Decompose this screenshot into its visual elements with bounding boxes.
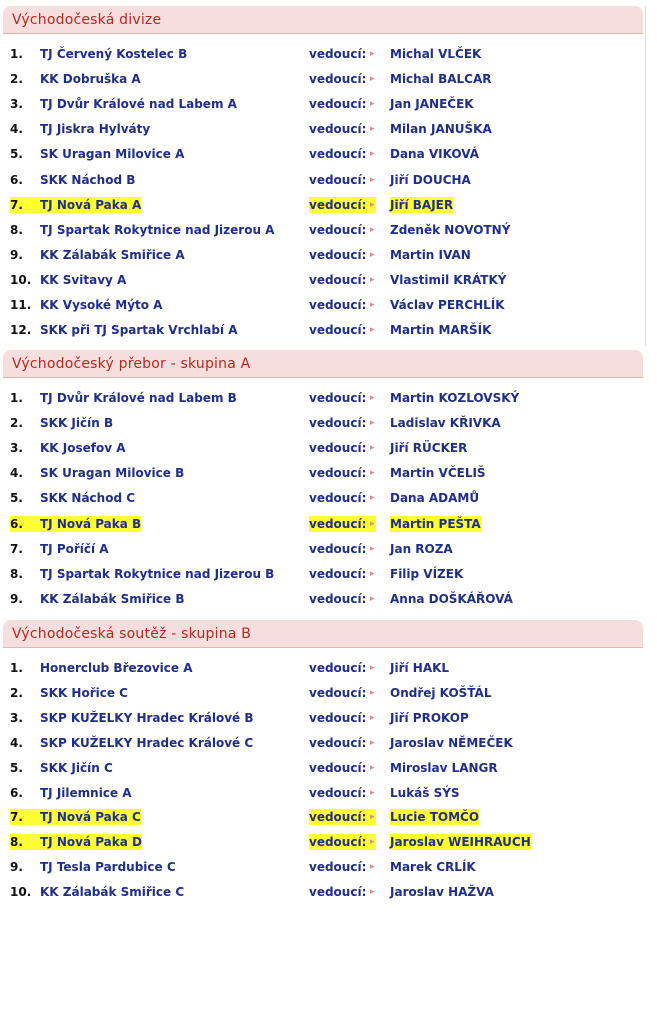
section-prebor-skupina-a [3, 350, 643, 606]
table-row [3, 516, 643, 532]
arrow-icon: ▸ [370, 712, 375, 723]
section-title: Východočeský přebor - skupina A [3, 350, 643, 378]
leader-label: vedoucí: [309, 710, 367, 725]
row-number: 3. [10, 97, 23, 112]
row-number: 3. [10, 710, 23, 725]
team-name: KK Josefov A [40, 441, 126, 456]
team-name: TJ Dvůr Králové nad Labem A [40, 97, 237, 112]
row-number: 9. [10, 860, 23, 875]
team-name: SK Uragan Milovice A [40, 147, 185, 162]
team-name: SKP KUŽELKY Hradec Králové B [40, 710, 254, 725]
arrow-icon: ▸ [370, 687, 375, 698]
team-name: SKK Náchod C [40, 491, 136, 506]
leader-label: vedoucí: [309, 566, 367, 581]
leader-name: Martin PEŠTA [390, 516, 481, 531]
table-row [3, 710, 643, 726]
leader-name: Jiří DOUCHA [390, 172, 471, 187]
row-number: 6. [10, 516, 49, 532]
table-row [3, 197, 643, 213]
arrow-icon: ▸ [370, 300, 375, 310]
team-name: TJ Spartak Rokytnice nad Jizerou A [40, 222, 275, 237]
leader-label: vedoucí: [309, 47, 367, 61]
table-row [3, 415, 643, 431]
table-row [3, 172, 643, 188]
row-number: 7. [10, 541, 23, 556]
arrow-icon: ▸ [370, 837, 375, 848]
arrow-icon: ▸ [370, 199, 375, 210]
leader-name: Ondřej KOŠŤÁL [390, 685, 492, 700]
table-row [3, 146, 643, 162]
leader-label: vedoucí: [309, 122, 367, 137]
leader-name: Jiří PROKOP [390, 710, 469, 725]
team-name: SKK Jičín B [40, 416, 114, 431]
arrow-icon: ▸ [370, 49, 375, 59]
arrow-icon: ▸ [370, 568, 375, 579]
leader-label: vedoucí: [309, 272, 367, 287]
leader-label: vedoucí: [309, 97, 367, 112]
leader-name: Vlastimil KRÁTKÝ [390, 272, 507, 287]
section-vychodoceska-divize [3, 6, 643, 338]
table-row [3, 566, 643, 582]
team-name: KK Svitavy A [40, 272, 127, 287]
leader-label: vedoucí: [309, 391, 367, 405]
row-number: 9. [10, 247, 23, 262]
leader-name: Jaroslav NĚMEČEK [390, 735, 513, 750]
team-name: TJ Nová Paka D [40, 835, 142, 850]
row-number: 8. [10, 222, 23, 237]
row-number: 10. [10, 885, 32, 900]
arrow-icon: ▸ [370, 663, 375, 673]
team-name: SKK Náchod B [40, 172, 136, 187]
section-border [645, 6, 646, 346]
leader-name: Filip VÍZEK [390, 566, 464, 581]
team-name: TJ Nová Paka C [40, 810, 141, 825]
table-row [3, 71, 643, 87]
table-row [3, 272, 643, 288]
row-number: 11. [10, 298, 32, 312]
table-row [3, 591, 643, 607]
team-name: KK Zálabák Smiřice B [40, 591, 185, 606]
table-row [3, 760, 643, 776]
team-name: SK Uragan Milovice B [40, 466, 185, 481]
leader-name: Jiří HAKL [390, 661, 450, 675]
table-row [3, 465, 643, 481]
row-number: 4. [10, 466, 23, 481]
team-name: Honerclub Březovice A [40, 661, 193, 675]
leader-label: vedoucí: [309, 735, 367, 750]
leader-label: vedoucí: [309, 834, 376, 850]
table-row [3, 121, 643, 137]
row-number: 2. [10, 416, 23, 431]
leader-label: vedoucí: [309, 760, 367, 775]
leader-label: vedoucí: [309, 466, 367, 481]
leader-label: vedoucí: [309, 541, 367, 556]
leader-label: vedoucí: [309, 72, 367, 87]
table-row [3, 46, 643, 62]
arrow-icon: ▸ [370, 149, 375, 160]
table-row [3, 660, 643, 676]
row-number: 9. [10, 591, 23, 606]
row-number: 8. [10, 834, 49, 850]
leader-name: Jiří RÜCKER [390, 441, 468, 456]
leader-label: vedoucí: [309, 516, 376, 532]
table-row [3, 735, 643, 751]
leader-name: Dana VIKOVÁ [390, 147, 480, 162]
leader-label: vedoucí: [309, 591, 367, 606]
leader-label: vedoucí: [309, 298, 367, 312]
row-number: 4. [10, 122, 23, 137]
table-row [3, 785, 643, 801]
team-name: TJ Jilemnice A [40, 785, 132, 800]
leader-name: Michal BALCAR [390, 72, 492, 87]
arrow-icon: ▸ [370, 887, 375, 898]
table-row [3, 440, 643, 456]
leader-name: Dana ADAMŮ [390, 491, 480, 506]
arrow-icon: ▸ [370, 249, 375, 260]
row-number: 2. [10, 72, 23, 87]
row-number: 8. [10, 566, 23, 581]
table-row [3, 247, 643, 263]
team-name: TJ Nová Paka B [40, 516, 142, 531]
leader-label: vedoucí: [309, 222, 367, 237]
leader-label: vedoucí: [309, 247, 367, 262]
table-row [3, 96, 643, 112]
arrow-icon: ▸ [370, 74, 375, 85]
team-name: KK Dobruška A [40, 72, 141, 87]
arrow-icon: ▸ [370, 443, 375, 454]
leader-name: Zdeněk NOVOTNÝ [390, 222, 511, 237]
leader-label: vedoucí: [309, 197, 376, 213]
row-number: 1. [10, 661, 23, 675]
team-name: SKK Jičín C [40, 760, 113, 775]
leader-name: Lucie TOMČO [390, 810, 480, 825]
table-row [3, 390, 643, 406]
arrow-icon: ▸ [370, 274, 375, 285]
leader-name: Jiří BAJER [390, 197, 454, 212]
leader-label: vedoucí: [309, 147, 367, 162]
leader-label: vedoucí: [309, 491, 367, 506]
row-number: 10. [10, 272, 32, 287]
section-title: Východočeská divize [3, 6, 643, 34]
team-name: TJ Tesla Pardubice C [40, 860, 176, 875]
team-name: TJ Dvůr Králové nad Labem B [40, 391, 237, 405]
leader-label: vedoucí: [309, 685, 367, 700]
team-name: KK Zálabák Smiřice A [40, 247, 185, 262]
leader-label: vedoucí: [309, 885, 367, 900]
team-name: TJ Nová Paka A [40, 197, 142, 212]
row-number: 6. [10, 172, 23, 187]
leader-name: Martin IVAN [390, 247, 471, 262]
arrow-icon: ▸ [370, 493, 375, 504]
team-name: SKP KUŽELKY Hradec Králové C [40, 735, 254, 750]
arrow-icon: ▸ [370, 224, 375, 235]
team-name: TJ Poříčí A [40, 541, 109, 556]
leader-name: Miroslav LANGR [390, 760, 498, 775]
row-number: 12. [10, 323, 32, 338]
leader-name: Anna DOŠKÁŘOVÁ [390, 591, 513, 606]
leader-label: vedoucí: [309, 860, 367, 875]
leader-name: Václav PERCHLÍK [390, 298, 505, 312]
arrow-icon: ▸ [370, 737, 375, 748]
arrow-icon: ▸ [370, 543, 375, 554]
arrow-icon: ▸ [370, 393, 375, 403]
team-name: KK Zálabák Smiřice C [40, 885, 185, 900]
leader-name: Milan JANUŠKA [390, 122, 492, 137]
leader-name: Lukáš SÝS [390, 785, 460, 800]
table-row [3, 322, 643, 338]
row-number: 5. [10, 760, 23, 775]
arrow-icon: ▸ [370, 787, 375, 798]
row-number: 1. [10, 391, 23, 405]
row-number: 2. [10, 685, 23, 700]
arrow-icon: ▸ [370, 468, 375, 479]
leader-label: vedoucí: [309, 441, 367, 456]
table-row [3, 884, 643, 900]
arrow-icon: ▸ [370, 812, 375, 823]
arrow-icon: ▸ [370, 124, 375, 135]
row-number: 7. [10, 197, 49, 213]
arrow-icon: ▸ [370, 174, 375, 185]
leader-name: Jaroslav HAŽVA [390, 885, 494, 900]
table-row [3, 541, 643, 557]
table-row [3, 685, 643, 701]
team-name: TJ Červený Kostelec B [40, 47, 188, 61]
leader-label: vedoucí: [309, 323, 367, 338]
table-row [3, 297, 643, 313]
arrow-icon: ▸ [370, 99, 375, 110]
row-number: 5. [10, 147, 23, 162]
arrow-icon: ▸ [370, 593, 375, 604]
table-row [3, 834, 643, 850]
table-row [3, 859, 643, 875]
row-number: 4. [10, 735, 23, 750]
leader-label: vedoucí: [309, 661, 367, 675]
arrow-icon: ▸ [370, 762, 375, 773]
leader-name: Jaroslav WEIHRAUCH [390, 835, 531, 850]
leader-name: Michal VLČEK [390, 47, 482, 61]
leader-name: Jan JANEČEK [390, 97, 474, 112]
leader-name: Martin VČELIŠ [390, 466, 486, 481]
leader-name: Martin MARŠÍK [390, 323, 492, 338]
arrow-icon: ▸ [370, 418, 375, 429]
leader-label: vedoucí: [309, 809, 376, 825]
arrow-icon: ▸ [370, 862, 375, 873]
leader-name: Jan ROZA [390, 541, 453, 556]
team-name: SKK Hořice C [40, 685, 128, 700]
leader-name: Ladislav KŘIVKA [390, 416, 501, 431]
row-number: 3. [10, 441, 23, 456]
leader-label: vedoucí: [309, 172, 367, 187]
leader-label: vedoucí: [309, 785, 367, 800]
section-soutez-skupina-b [3, 620, 643, 900]
team-name: TJ Spartak Rokytnice nad Jizerou B [40, 566, 275, 581]
table-row [3, 490, 643, 506]
arrow-icon: ▸ [370, 325, 375, 336]
team-name: KK Vysoké Mýto A [40, 298, 163, 312]
team-name: TJ Jiskra Hylváty [40, 122, 151, 137]
row-number: 1. [10, 47, 23, 61]
row-number: 5. [10, 491, 23, 506]
row-number: 6. [10, 785, 23, 800]
table-row [3, 809, 643, 825]
leader-label: vedoucí: [309, 416, 367, 431]
arrow-icon: ▸ [370, 518, 375, 529]
row-number: 7. [10, 809, 49, 825]
section-title: Východočeská soutěž - skupina B [3, 620, 643, 648]
team-name: SKK při TJ Spartak Vrchlabí A [40, 323, 238, 338]
leader-name: Martin KOZLOVSKÝ [390, 391, 520, 405]
leader-name: Marek CRLÍK [390, 860, 476, 875]
table-row [3, 222, 643, 238]
